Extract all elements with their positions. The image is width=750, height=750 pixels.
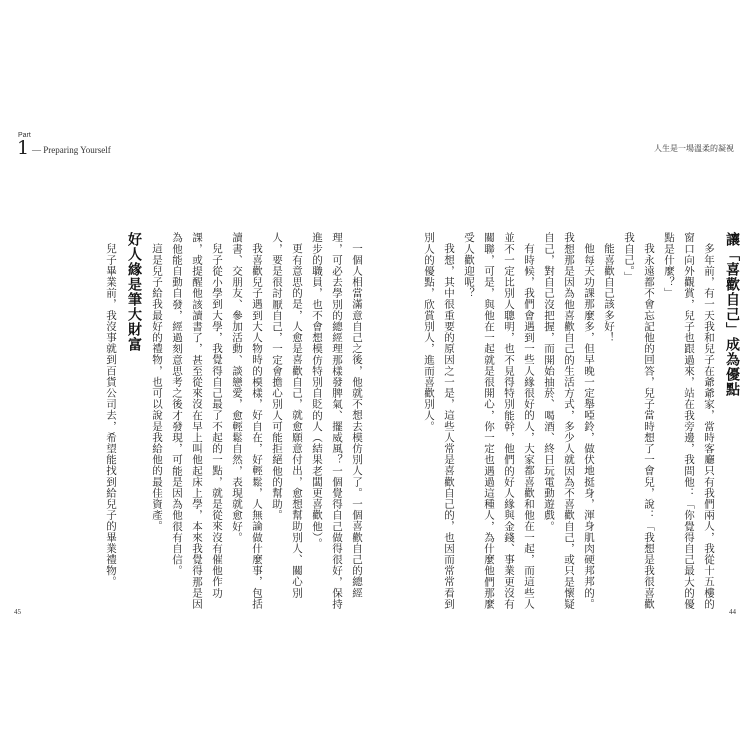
paragraph: 兒子從小學到大學，我覺得自己最了不起的一點，就是從來沒有催他作功課，或提醒他該讀書了，甚至從來沒在早上叫他起床上學，本來我覺得那是因為他能自動自發，經過刻意思考之後才發現，可能是因為他很有自信。 — [171, 232, 223, 610]
paragraph: 一個人相當滿意自己之後，他就不想去模仿別人了。一個喜歡自己的總經理，可必去學別的總經理那樣發脾氣、擺威風？一個覺得自己做得很好，保持進步的職員，也不會想模仿特別自貶的人（結果老闆更喜歡他）。 — [311, 232, 363, 610]
right-page-body — [405, 232, 745, 612]
part-label: Part — [18, 132, 31, 139]
section-heading: 讓「喜歡自己」成為優點 — [724, 232, 740, 397]
page-number: 44 — [729, 608, 736, 616]
page-number: 45 — [14, 608, 21, 616]
paragraph: 這是兒子給我最好的禮物，也可以說是我給他的最佳資產。 — [151, 242, 163, 532]
paragraph: 我喜歡兒子遇到大人物時的模樣，好自在，好輕鬆，人無論做什麼事，包括讀書、交朋友、參加活動、談戀愛，愈輕鬆自然，表現就愈好。 — [231, 232, 263, 609]
paragraph: 有時候，我們會遇到一些人緣很好的人，大家都喜歡和他在一起，而這些人並不一定比別人聰明，也不見得特別能幹，他們的好人緣與金錢、事業更沒有關聯，可是，與他在一起就是很開心，你一定也遇過這種人，為什麼他們那麼受人歡迎呢？ — [463, 232, 535, 610]
part-number: 1 — [17, 137, 30, 159]
paragraph: 多年前，有一天我和兒子在爺爺家，當時客廳只有我們兩人，我從十五樓的窗口向外觀賞，兒子也跟過來，站在我旁邊，我問他：「你覺得自己最大的優點是什麼？」 — [663, 232, 715, 610]
part-title: — Preparing Yourself — [32, 145, 111, 155]
paragraph: 他每天功課那麼多，但早晚一定舉啞鈴，做伏地挺身，渾身肌肉硬邦邦的。我想那是因為他喜歡自己的生活方式，多少人就因為不喜歡自己，或只是懷疑自己，對自己沒把握，而開始抽菸、喝酒、終日玩電動遊戲。 — [543, 232, 595, 610]
section-heading: 好人緣是筆大財富 — [126, 232, 142, 352]
paragraph: 更有意思的是，人愈是喜歡自己，就愈願意付出，愈想幫助別人、關心別人，要是很討厭自己，一定會擔心別人可能拒絕他的幫助。 — [271, 232, 303, 598]
paragraph: 我想，其中很重要的原因之一是，這些人常是喜歡自己的，也因而常常看到別人的優點，欣賞別人，進而喜歡別人。 — [423, 232, 455, 609]
paragraph: 兒子畢業前，我沒事就到百貨公司去，希望能找到給兒子的畢業禮物。 — [105, 242, 117, 587]
left-page-body — [22, 232, 367, 612]
right-page — [375, 0, 750, 750]
paragraph: 能喜歡自己該多好！ — [603, 242, 615, 343]
running-head: 人生是一場溫柔的凝視 — [654, 144, 734, 153]
paragraph: 我永遠都不會忘記他的回答，兒子當時想了一會兒，說：「我想是我很喜歡我自己。」 — [623, 232, 655, 609]
